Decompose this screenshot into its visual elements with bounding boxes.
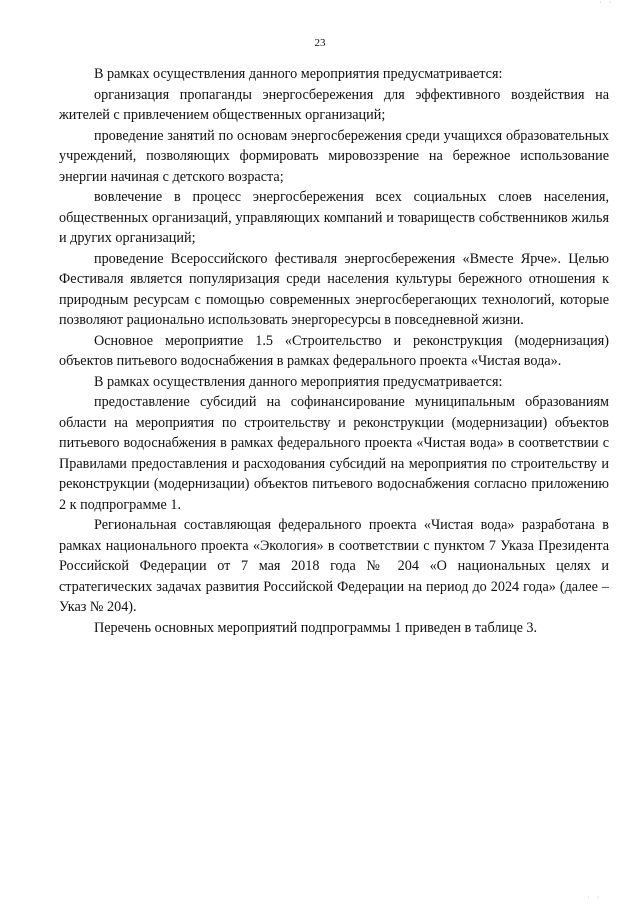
scan-artifact-top: · ·: [599, 0, 614, 6]
paragraph-intro: В рамках осуществления данного мероприятия предусматривается:: [94, 66, 503, 82]
paragraph-involvement: вовлечение в процесс энергосбережения всех социальных слоев населения, общественных организаций, управляющих компаний и товариществ собственников жилья и других организаций;: [59, 189, 609, 246]
paragraph-list-reference: Перечень основных мероприятий подпрограммы 1 приведен в таблице 3.: [94, 619, 538, 636]
document-body: [59, 64, 609, 638]
paragraph-measure-1-5: Основное мероприятие 1.5 «Строительство и реконструкция (модернизация) объектов питьевого водоснабжения в рамках федерального проекта «Чистая вода».: [59, 332, 609, 369]
paragraph-subsidies: предоставление субсидий на софинансирование муниципальным образованиям области на мероприятия по строительству и реконструкции (модернизации) объектов питьевого водоснабжения в рамках федерального проекта «Чистая вода» в соответствии с Правилами предоставления и расходования субсидий на мероприятия по строительству и реконструкции (модернизации) объектов питьевого водоснабжения согласно приложению 2 к подпрограмме 1.: [59, 394, 609, 513]
paragraph-lessons: проведение занятий по основам энергосбережения среди учащихся образовательных учреждений, позволяющих формировать мировоззрение на бережное использование энергии начиная с детского возраста;: [59, 127, 609, 185]
page-number: 23: [314, 37, 326, 49]
paragraph-propaganda: организация пропаганды энергосбережения для эффективного воздействия на жителей с привлечением общественных организаций;: [59, 86, 609, 123]
paragraph-intro-2: В рамках осуществления данного мероприятия предусматривается:: [94, 373, 503, 390]
paragraph-festival: проведение Всероссийского фестиваля энергосбережения «Вместе Ярче». Целью Фестиваля является популяризация среди населения культуры бережного отношения к природным ресурсам с помощью современных энергосберегающих технологий, которые позволяют рационально использовать энергоресурсы в повседневной жизни.: [59, 250, 609, 328]
scan-artifact-bottom: · ·: [587, 895, 602, 901]
paragraph-regional: Региональная составляющая федерального проекта «Чистая вода» разработана в рамках национального проекта «Экология» в соответствии с пунктом 7 Указа Президента Российской Федерации от 7 мая 2018 года № 204 «О национальных целях и стратегических задачах развития Российской Федерации на период до 2024 года» (далее – Указ № 204).: [59, 517, 609, 615]
